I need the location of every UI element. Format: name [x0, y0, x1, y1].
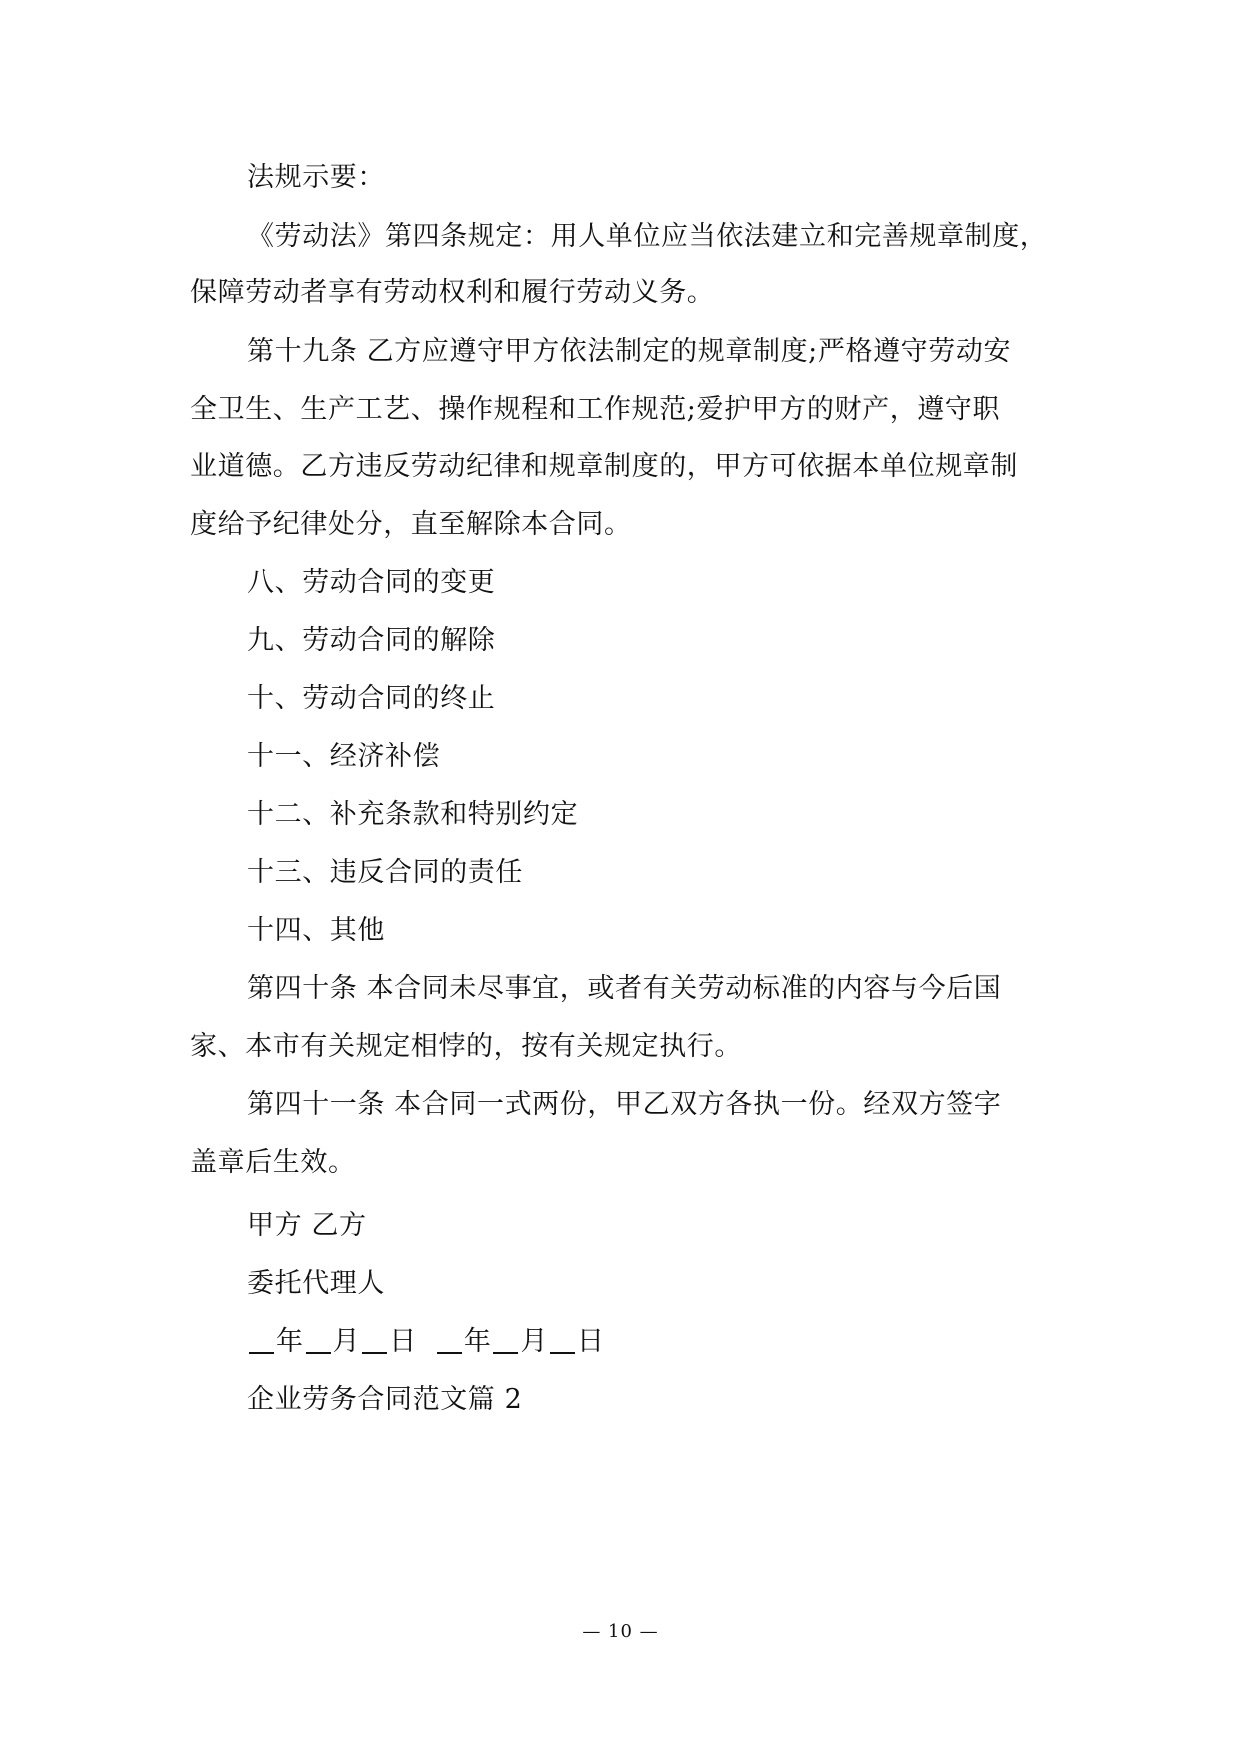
- signature-parties: 甲方 乙方: [247, 1210, 367, 1241]
- blank-field: [437, 1328, 462, 1354]
- blank-field: [362, 1328, 387, 1354]
- paragraph-line: 业道德。乙方违反劳动纪律和规章制度的，甲方可依据本单位规章制: [190, 451, 1018, 482]
- paragraph-line: 盖章后生效。: [190, 1147, 356, 1178]
- section-heading: 十一、经济补偿: [247, 741, 441, 772]
- paragraph-line: 《劳动法》第四条规定：用人单位应当依法建立和完善规章制度，: [247, 221, 1048, 252]
- date-line: 年 月 日 年 月 日: [247, 1322, 605, 1362]
- blank-field: [249, 1328, 274, 1354]
- section-heading: 十二、补充条款和特别约定: [247, 799, 579, 830]
- paragraph-line: 第十九条 乙方应遵守甲方依法制定的规章制度;严格遵守劳动安: [247, 336, 1012, 367]
- heading-legal-note: 法规示要：: [247, 162, 385, 193]
- blank-field: [306, 1328, 331, 1354]
- section-heading: 九、劳动合同的解除: [247, 625, 496, 656]
- blank-field: [493, 1328, 518, 1354]
- section-heading: 十四、其他: [247, 915, 385, 946]
- paragraph-line: 保障劳动者享有劳动权利和履行劳动义务。: [190, 277, 715, 308]
- paragraph-line: 家、本市有关规定相悖的，按有关规定执行。: [190, 1031, 742, 1062]
- paragraph-line: 第四十一条 本合同一式两份，甲乙双方各执一份。经双方签字: [247, 1089, 1002, 1120]
- next-section-title: 企业劳务合同范文篇 2: [247, 1384, 523, 1415]
- paragraph-line: 度给予纪律处分，直至解除本合同。: [190, 509, 632, 540]
- agent-label: 委托代理人: [247, 1268, 385, 1299]
- page-number: — 10 —: [582, 1621, 659, 1642]
- paragraph-line: 第四十条 本合同未尽事宜，或者有关劳动标准的内容与今后国: [247, 973, 1002, 1004]
- paragraph-line: 全卫生、生产工艺、操作规程和工作规范;爱护甲方的财产，遵守职: [190, 394, 1001, 425]
- section-heading: 八、劳动合同的变更: [247, 567, 496, 598]
- blank-field: [550, 1328, 575, 1354]
- section-heading: 十、劳动合同的终止: [247, 683, 496, 714]
- section-heading: 十三、违反合同的责任: [247, 857, 523, 888]
